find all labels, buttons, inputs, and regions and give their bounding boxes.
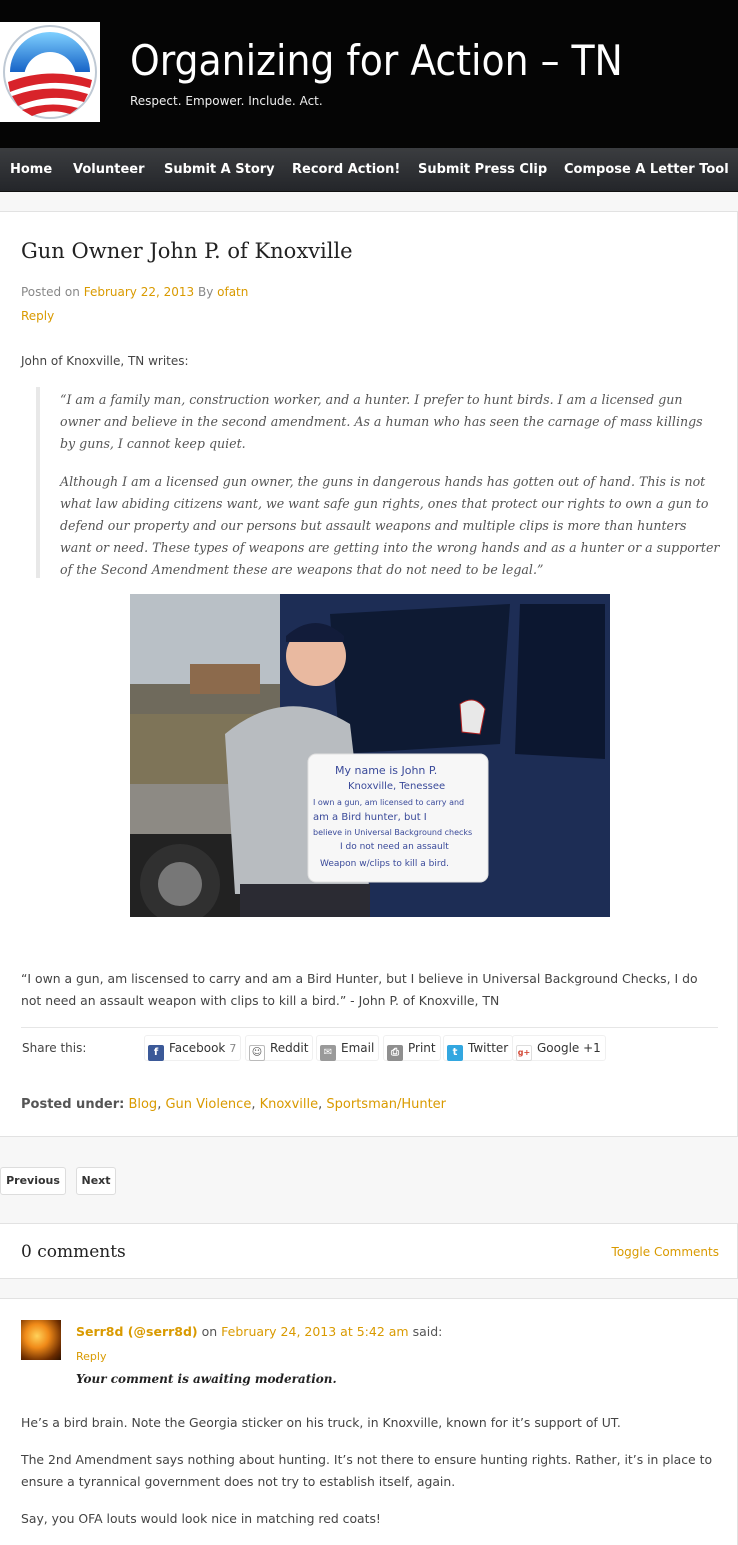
- post-blockquote: [36, 387, 722, 578]
- share-print-button[interactable]: [383, 1035, 441, 1061]
- share-twitter-button[interactable]: [443, 1035, 513, 1061]
- comment-author-link[interactable]: Serr8d (@serr8d): [76, 1324, 198, 1339]
- sign-line-6: I do not need an assault: [340, 842, 449, 852]
- post-caption: “I own a gun, am liscensed to carry and am a Bird Hunter, but I believe in Universal Background Checks, I do not need an assault weapon with clips to kill a bird.” - John P. of Knoxville, TN: [21, 971, 698, 1008]
- sign-line-3: I own a gun, am licensed to carry and: [313, 798, 465, 807]
- nav-item-home[interactable]: Home: [10, 162, 53, 177]
- post-author-link[interactable]: ofatn: [217, 285, 249, 299]
- share-divider: [21, 1027, 718, 1028]
- category-link[interactable]: Gun Violence: [165, 1097, 252, 1112]
- site-title[interactable]: Organizing for Action – TN: [130, 36, 623, 85]
- quote-paragraph: Although I am a licensed gun owner, the guns in dangerous hands has gotten out of hand. This is not what law abiding citizens want, we want safe gun rights, ones that protect our rights to own a gun to defend our property and our persons but assault weapons and multiple clips is more than hunters want or need. These types of weapons are getting into the wrong hands and as a hunter or a supporter of the Second Amendment these are weapons that do not need to be legal.”: [60, 474, 720, 577]
- comments-count: 0 comments: [21, 1242, 126, 1262]
- comment-reply-link[interactable]: Reply: [76, 1350, 107, 1363]
- print-icon: ⎙: [387, 1045, 403, 1061]
- share-facebook-count: 7: [229, 1042, 237, 1055]
- twitter-icon: t: [447, 1045, 463, 1061]
- nav-item-compose-letter[interactable]: Compose A Letter Tool: [564, 162, 729, 177]
- category-link[interactable]: Sportsman/Hunter: [326, 1097, 447, 1112]
- posted-under-label: Posted under:: [21, 1097, 125, 1112]
- share-reddit-label: Reddit: [270, 1041, 309, 1055]
- site-tagline: Respect. Empower. Include. Act.: [130, 94, 323, 108]
- share-twitter-label: Twitter: [468, 1041, 509, 1055]
- nav-item-submit-story[interactable]: Submit A Story: [164, 162, 275, 177]
- sign-line-5: believe in Universal Background checks: [313, 828, 473, 837]
- google-plus-icon: g+: [516, 1045, 532, 1061]
- share-email-label: Email: [341, 1041, 375, 1055]
- nav-item-submit-press-clip[interactable]: Submit Press Clip: [418, 162, 548, 177]
- site-logo-icon[interactable]: [0, 22, 100, 122]
- comment-on-label: on: [201, 1324, 218, 1339]
- share-google-button[interactable]: [512, 1035, 606, 1061]
- share-email-button[interactable]: [316, 1035, 379, 1061]
- post-reply-link[interactable]: Reply: [21, 309, 55, 323]
- share-print-label: Print: [408, 1041, 436, 1055]
- comment-item: [0, 1298, 738, 1545]
- nav-item-record-action[interactable]: Record Action!: [292, 162, 401, 177]
- comment-paragraph: He’s a bird brain. Note the Georgia sticker on his truck, in Knoxville, known for it’s support of UT.: [21, 1415, 621, 1430]
- main-nav: [0, 148, 738, 192]
- nav-item-volunteer[interactable]: Volunteer: [73, 162, 145, 177]
- reddit-icon: ☺: [249, 1045, 265, 1061]
- commenter-avatar[interactable]: [21, 1320, 61, 1360]
- sign-line-4: am a Bird hunter, but I: [313, 812, 427, 823]
- sign-line-7: Weapon w/clips to kill a bird.: [320, 859, 449, 869]
- site-header: [0, 0, 738, 148]
- comment-paragraph: Say, you OFA louts would look nice in matching red coats!: [21, 1511, 381, 1526]
- posted-on-label: Posted on: [21, 285, 80, 299]
- sign-line-2: Knoxville, Tenessee: [348, 781, 446, 792]
- category-link[interactable]: Blog: [128, 1097, 158, 1112]
- moderation-notice: Your comment is awaiting moderation.: [76, 1372, 337, 1386]
- facebook-icon: f: [148, 1045, 164, 1061]
- comment-meta: [76, 1324, 442, 1339]
- post-photo: [130, 594, 610, 917]
- next-post-button[interactable]: Next: [76, 1167, 116, 1195]
- email-icon: ✉: [320, 1045, 336, 1061]
- share-label: Share this:: [22, 1041, 87, 1055]
- quote-paragraph: “I am a family man, construction worker, and a hunter. I prefer to hunt birds. I am a licensed gun owner and believe in the second amendment. As a human who has seen the carnage of mass killings by guns, I cannot keep quiet.: [60, 392, 703, 451]
- share-reddit-button[interactable]: [245, 1035, 313, 1061]
- previous-post-button[interactable]: Previous: [0, 1167, 66, 1195]
- post-intro: John of Knoxville, TN writes:: [21, 354, 189, 368]
- comment-paragraph: The 2nd Amendment says nothing about hunting. It’s not there to ensure hunting rights. Rather, it’s in place to ensure a tyrannical government does not try to establish itself, again.: [21, 1452, 713, 1489]
- share-google-label: Google +1: [537, 1041, 601, 1055]
- share-facebook-label: Facebook: [169, 1041, 226, 1055]
- post-meta: [21, 285, 248, 299]
- comments-header: [0, 1223, 738, 1279]
- comment-date-link[interactable]: February 24, 2013 at 5:42 am: [221, 1324, 409, 1339]
- sign-line-1: My name is John P.: [335, 764, 438, 777]
- toggle-comments-link[interactable]: Toggle Comments: [611, 1245, 719, 1259]
- comment-said-label: said:: [412, 1324, 443, 1339]
- post-categories: Posted under: Blog, Gun Violence, Knoxville, Sportsman/Hunter: [21, 1097, 447, 1112]
- by-label: By: [197, 285, 214, 299]
- share-facebook-button[interactable]: [144, 1035, 241, 1061]
- category-link[interactable]: Knoxville: [259, 1097, 319, 1112]
- post-title: Gun Owner John P. of Knoxville: [21, 239, 353, 263]
- post-date-link[interactable]: February 22, 2013: [83, 285, 195, 299]
- post-article: [0, 211, 738, 1137]
